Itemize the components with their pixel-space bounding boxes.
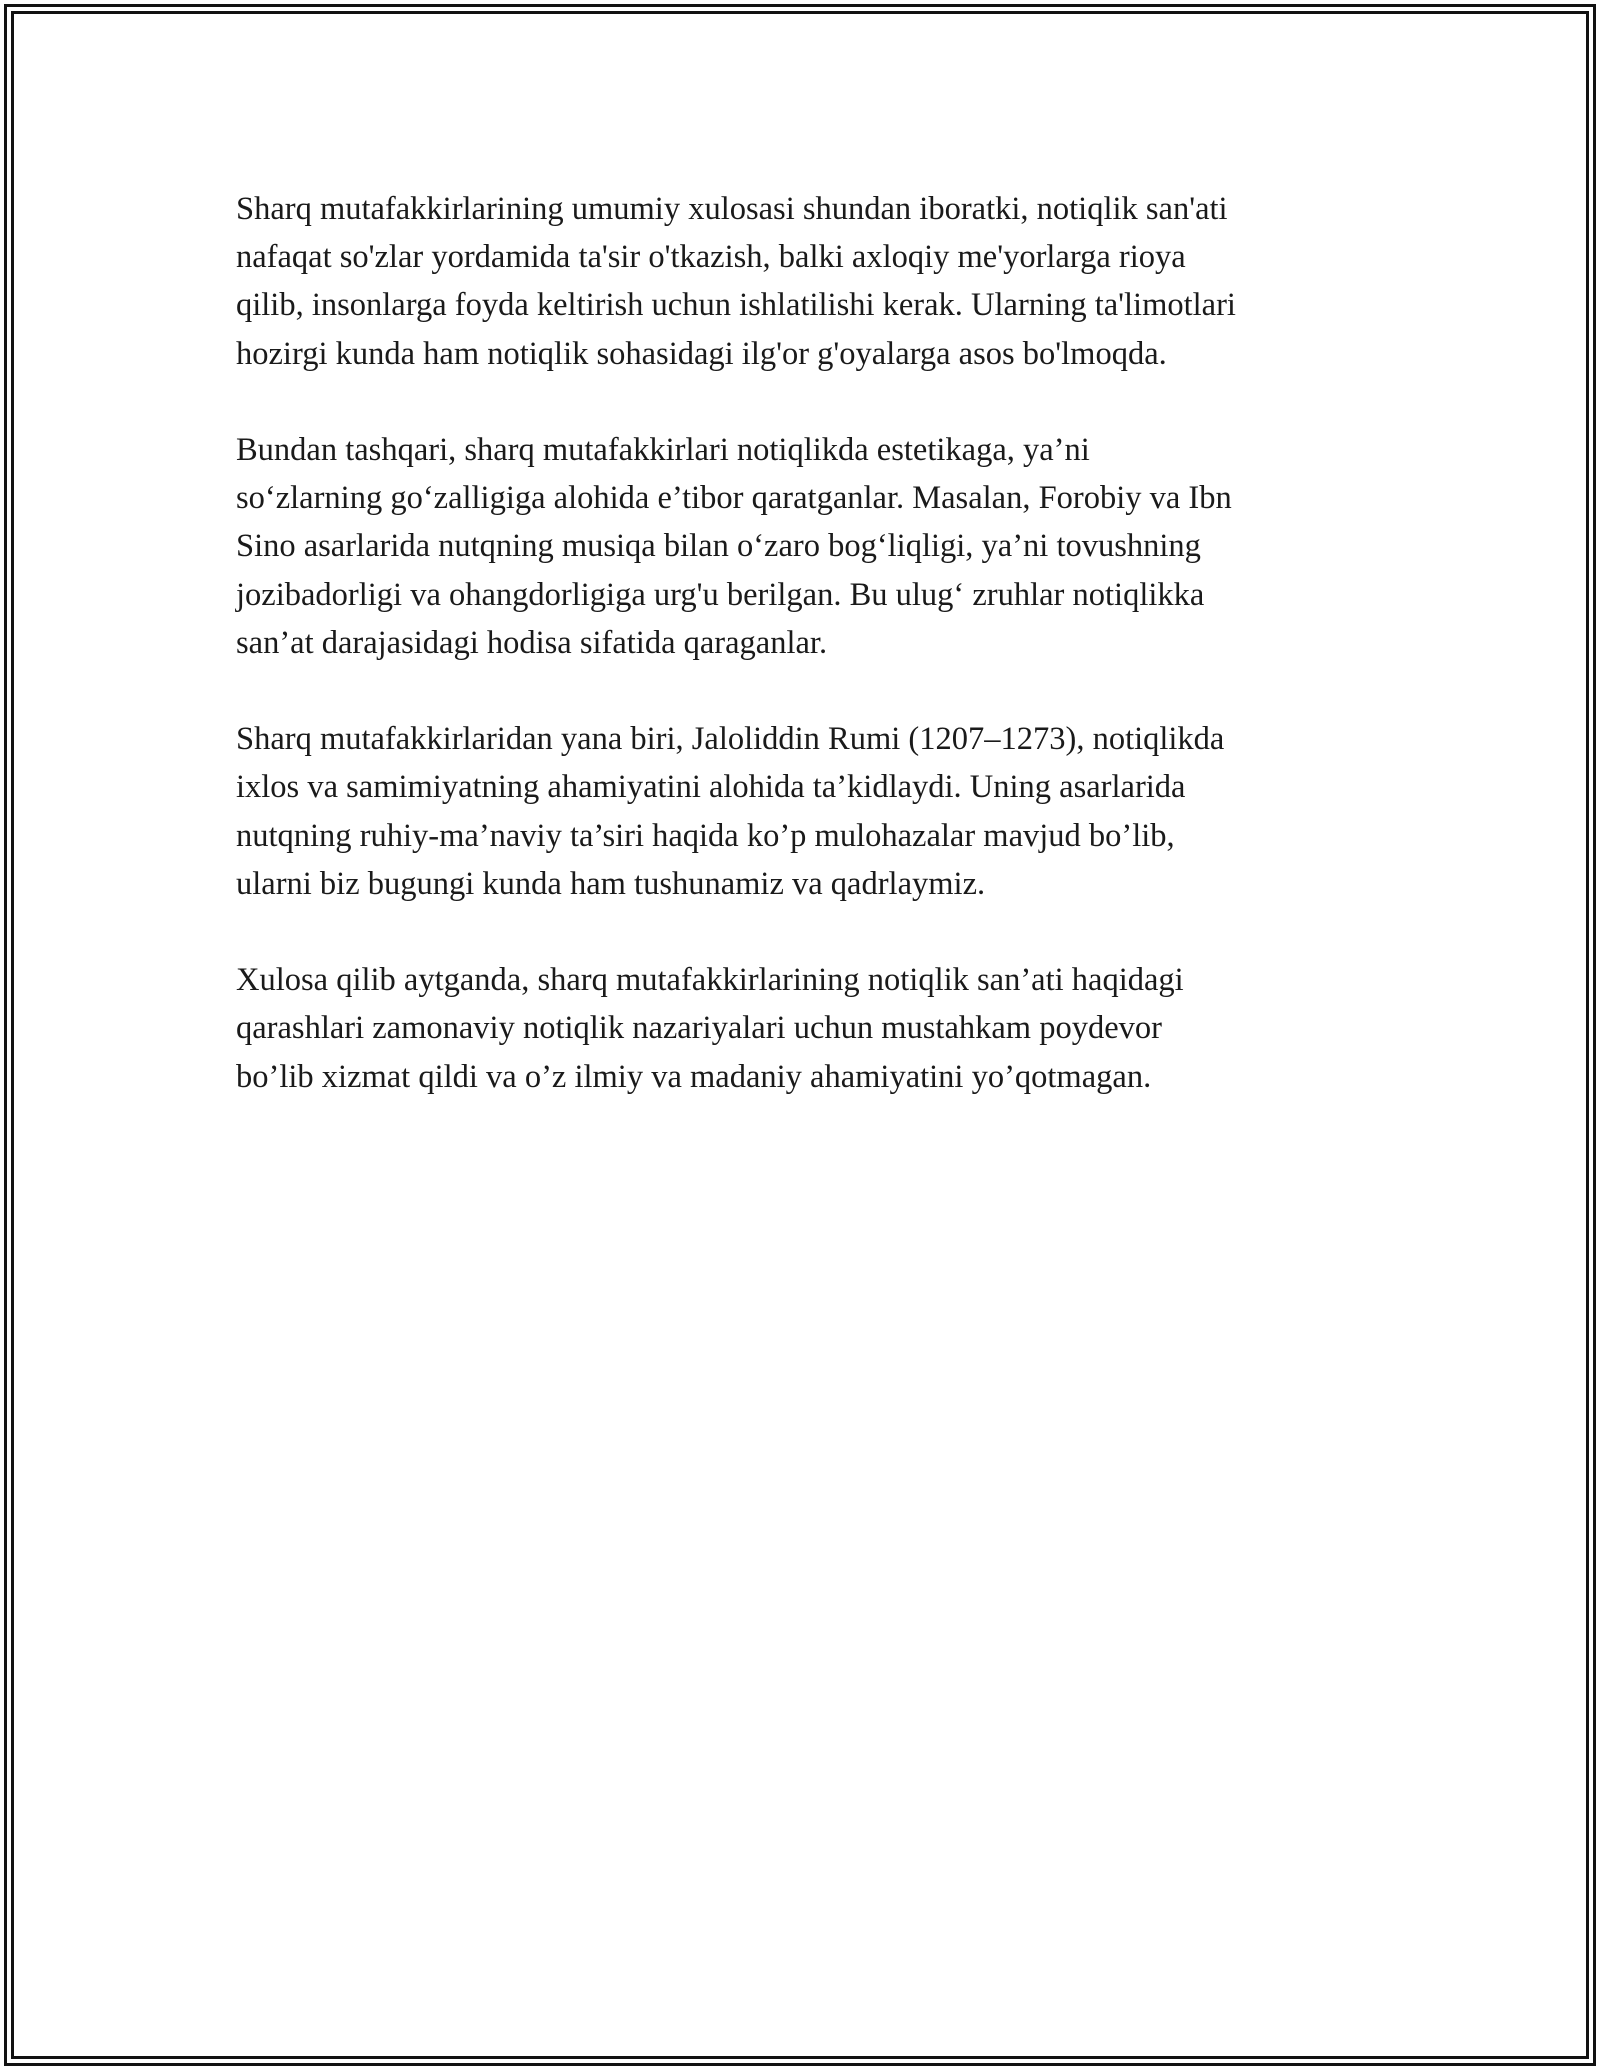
text-line: ularni biz bugungi kunda ham tushunamiz va qadrlaymiz.: [236, 865, 986, 902]
text-line: bo’lib xizmat qildi va o’z ilmiy va madaniy ahamiyatini yo’qotmagan.: [236, 1058, 1152, 1095]
text-line: nafaqat so'zlar yordamida ta'sir o'tkazish, balki axloqiy me'yorlarga rioya: [236, 239, 1186, 276]
document-body: [236, 185, 1376, 1149]
text-line: hozirgi kunda ham notiqlik sohasidagi ilg'or g'oyalarga asos bo'lmoqda.: [236, 335, 1167, 372]
text-line: so‘zlarning go‘zalligiga alohida e’tibor qaratganlar. Masalan, Forobiy va Ibn: [236, 480, 1232, 517]
paragraph-summary: [236, 956, 1376, 1101]
text-line: san’at darajasidagi hodisa sifatida qaraganlar.: [236, 624, 828, 661]
text-line: Sharq mutafakkirlaridan yana biri, Jaloliddin Rumi (1207–1273), notiqlikda: [236, 721, 1225, 758]
text-line: Sino asarlarida nutqning musiqa bilan o‘zaro bog‘liqligi, ya’ni tovushning: [236, 528, 1201, 565]
text-line: nutqning ruhiy-ma’naviy ta’siri haqida ko’p mulohazalar mavjud bo’lib,: [236, 817, 1175, 854]
text-line: qilib, insonlarga foyda keltirish uchun ishlatilishi kerak. Ularning ta'limotlari: [236, 287, 1236, 324]
paragraph-conclusion: [236, 185, 1376, 378]
paragraph-rumi: [236, 715, 1376, 908]
text-line: ixlos va samimiyatning ahamiyatini alohida ta’kidlaydi. Uning asarlarida: [236, 769, 1186, 806]
text-line: jozibadorligi va ohangdorligiga urg'u berilgan. Bu ulug‘ zruhlar notiqlikka: [236, 576, 1205, 613]
text-line: Sharq mutafakkirlarining umumiy xulosasi shundan iboratki, notiqlik san'ati: [236, 191, 1228, 227]
text-line: Bundan tashqari, sharq mutafakkirlari notiqlikda estetikaga, ya’ni: [236, 432, 1090, 468]
text-line: Xulosa qilib aytganda, sharq mutafakkirlarining notiqlik san’ati haqidagi: [236, 962, 1184, 999]
paragraph-aesthetics: [236, 426, 1376, 667]
text-line: qarashlari zamonaviy notiqlik nazariyalari uchun mustahkam poydevor: [236, 1010, 1162, 1047]
